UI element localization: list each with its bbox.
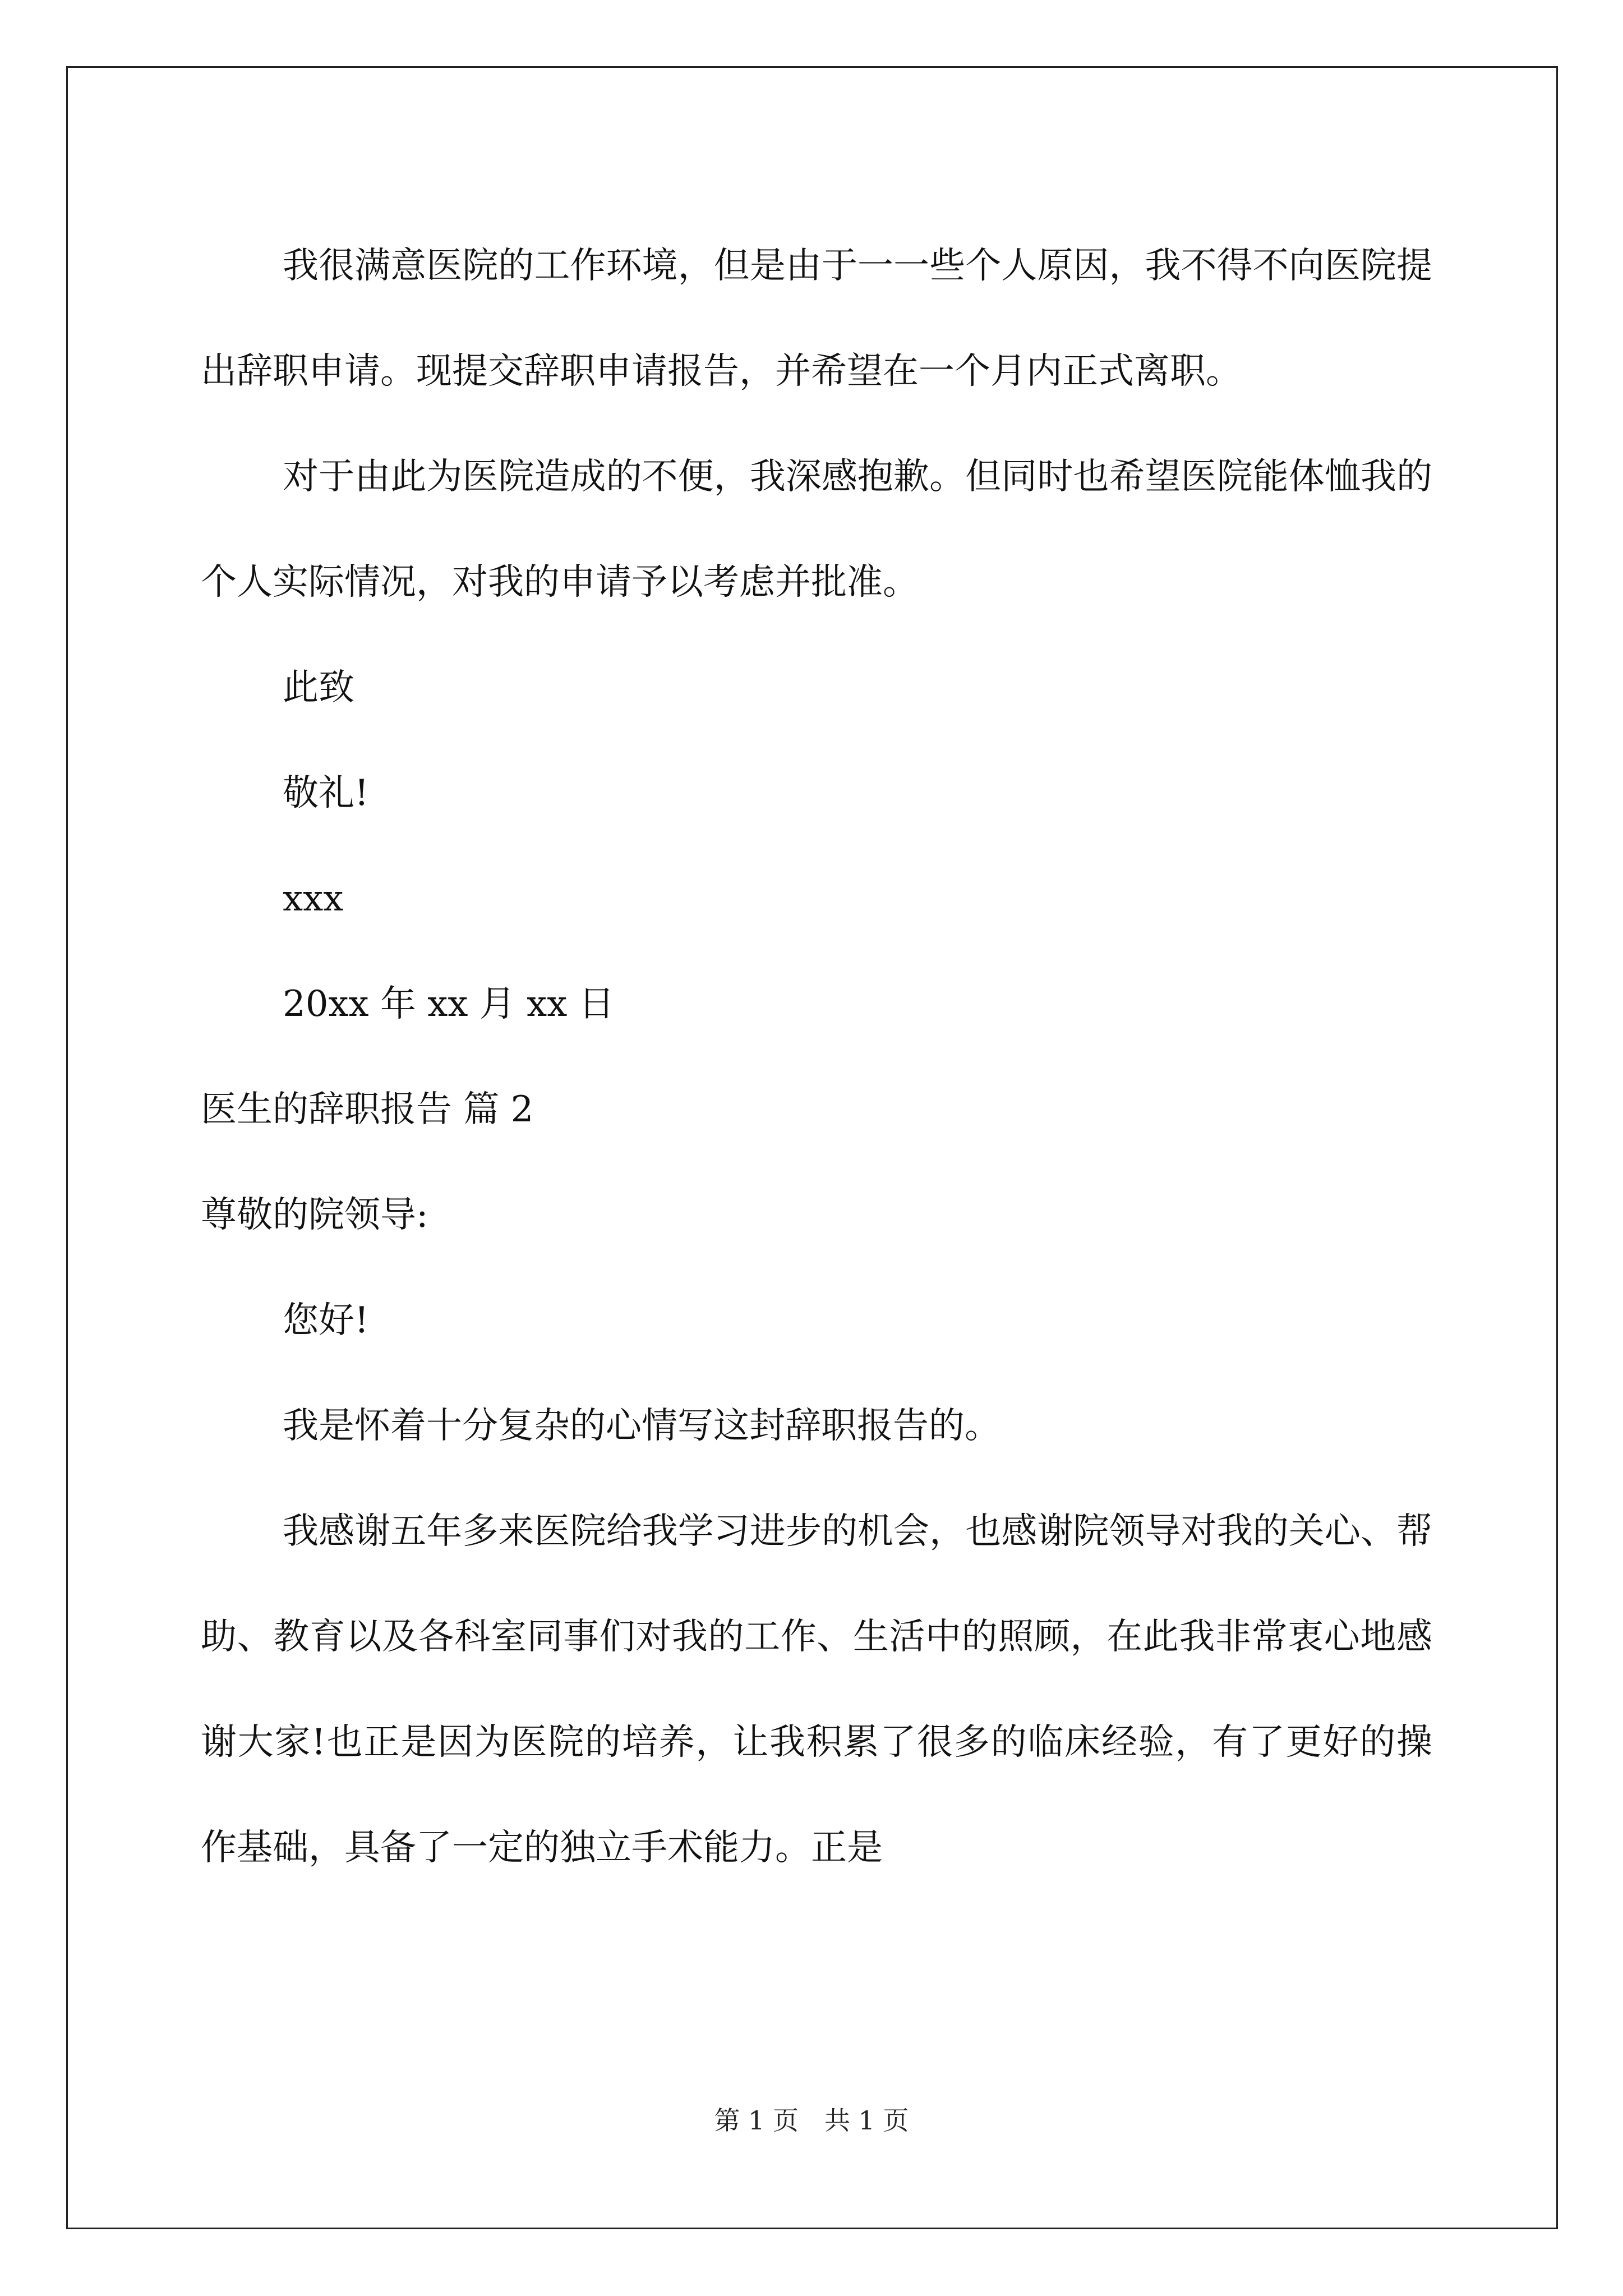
paragraph-opening: 我是怀着十分复杂的心情写这封辞职报告的。	[283, 1405, 1000, 1447]
closing-regards: 敬礼!	[283, 772, 369, 814]
paragraph-gratitude: 我感谢五年多来医院给我学习进步的机会，也感谢院领导对我的关心、帮助、教育以及各科室同事们对我的工作、生活中的照顾，在此我非常衷心地感谢大家!也正是因为医院的培养，让我积累了很多的临床经验，有了更好的操作基础，具备了一定的独立手术能力。正是	[201, 1511, 1432, 1869]
closing-salutation: 此致	[283, 667, 354, 708]
page-footer: 第 1 页 共 1 页	[714, 2105, 909, 2136]
document-body	[201, 213, 1432, 1901]
paragraph-apology: 对于由此为医院造成的不便，我深感抱歉。但同时也希望医院能体恤我的个人实际情况，对我的申请予以考虑并批准。	[201, 456, 1432, 603]
signature-date: 20xx 年 xx 月 xx 日	[283, 983, 615, 1025]
paragraph-resignation-reason: 我很满意医院的工作环境，但是由于一一些个人原因，我不得不向医院提出辞职申请。现提交辞职申请报告，并希望在一个月内正式离职。	[201, 245, 1432, 392]
greeting-addressee: 尊敬的院领导:	[201, 1194, 428, 1236]
section-title: 医生的辞职报告 篇 2	[201, 1089, 534, 1130]
greeting-hello: 您好!	[283, 1300, 369, 1341]
signature-name: xxx	[283, 878, 344, 919]
